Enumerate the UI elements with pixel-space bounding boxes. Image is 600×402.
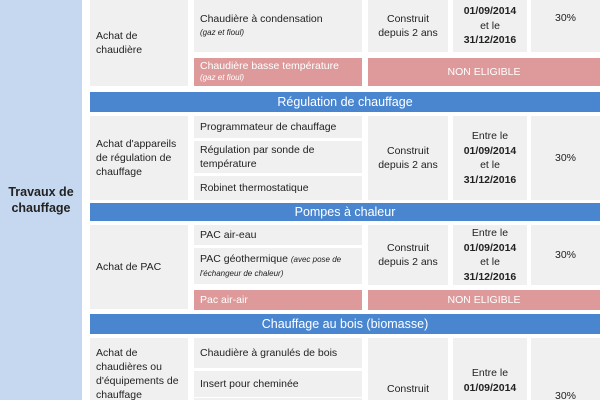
date-line-2: et le xyxy=(480,19,500,32)
condition-line-1: Construit xyxy=(386,13,429,25)
date-line-0: Entre le xyxy=(471,367,509,379)
percent-cell xyxy=(531,225,600,285)
equip-label: Robinet thermostatique xyxy=(200,182,309,194)
date-line-1: 01/09/2014 xyxy=(463,144,517,157)
equip-chaudiere-basse-temperature xyxy=(194,58,362,86)
item-label: Achat de PAC xyxy=(96,261,162,273)
date-cell xyxy=(453,0,527,52)
date-line-0: Entre le xyxy=(471,130,509,142)
date-line-3: 31/12/2016 xyxy=(463,173,517,186)
equip-chaudiere-condensation xyxy=(194,0,362,52)
item-regulation xyxy=(90,116,188,200)
section-header-text: Pompes à chaleur xyxy=(294,205,396,219)
equip-pac-geothermique xyxy=(194,248,362,284)
section-header-text: Chauffage au bois (biomasse) xyxy=(261,317,429,331)
date-line-2: et le xyxy=(480,159,500,171)
item-line-3: chauffage xyxy=(96,166,142,178)
section-header-regulation xyxy=(90,92,600,112)
equip-programmateur xyxy=(194,116,362,138)
percent-value: 30% xyxy=(554,249,576,261)
percent-cell xyxy=(531,0,600,52)
item-line-1: Achat de xyxy=(96,30,138,42)
non-eligible-text: NON ELIGIBLE xyxy=(447,294,521,306)
percent-value: 30% xyxy=(554,12,576,24)
condition-line-1: Construit xyxy=(386,383,429,395)
category-line-1: Travaux de xyxy=(8,185,74,199)
equip-label: Pac air-air xyxy=(200,294,248,306)
equip-chaudiere-granules xyxy=(194,338,362,368)
section-header-bois xyxy=(90,314,600,334)
date-line-1: 01/09/2014 xyxy=(463,241,517,254)
equip-pac-air-eau xyxy=(194,225,362,245)
condition-line-2: depuis 2 ans xyxy=(378,159,438,171)
item-line-1: Achat de xyxy=(96,347,138,359)
date-line-3: 31/12/2016 xyxy=(463,270,517,283)
percent-cell xyxy=(531,116,600,200)
item-bois xyxy=(90,338,188,400)
equip-label-line-2: température xyxy=(200,158,257,170)
equip-label: Insert pour cheminée xyxy=(200,378,299,390)
equip-robinet-thermostatique xyxy=(194,176,362,200)
item-line-2: de régulation de xyxy=(96,152,172,164)
item-pac xyxy=(90,225,188,309)
percent-value: 30% xyxy=(554,152,576,164)
condition-line-2: depuis 2 ans xyxy=(378,256,438,268)
equip-note-line-1: (avec pose de xyxy=(290,254,342,264)
non-eligible-banner xyxy=(368,290,600,310)
item-chaudiere xyxy=(90,0,188,86)
equip-label: PAC air-eau xyxy=(200,229,257,241)
date-cell xyxy=(453,338,527,400)
equip-insert-cheminee xyxy=(194,371,362,397)
date-line-2: et le xyxy=(480,256,500,268)
equip-note-line-2: l'échangeur de chaleur) xyxy=(200,268,284,278)
date-line-1: 01/09/2014 xyxy=(463,381,517,394)
equip-pac-air-air xyxy=(194,290,362,310)
date-cell xyxy=(453,225,527,285)
equip-note: (gaz et fioul) xyxy=(200,28,245,37)
non-eligible-banner xyxy=(368,58,600,86)
item-line-2: chaudière xyxy=(96,44,143,56)
item-line-4: chauffage xyxy=(96,389,142,401)
condition-cell xyxy=(368,225,448,285)
equip-label-line-1: Régulation par sonde de xyxy=(200,144,315,156)
condition-cell xyxy=(368,0,448,52)
condition-line-1: Construit xyxy=(386,242,429,254)
equip-label: Chaudière à condensation xyxy=(200,13,323,25)
section-header-pac xyxy=(90,203,600,221)
equip-regulation-sonde xyxy=(194,141,362,173)
condition-line-1: Construit xyxy=(386,145,429,157)
date-cell xyxy=(453,116,527,200)
category-line-2: chauffage xyxy=(11,201,71,215)
condition-cell xyxy=(368,338,448,400)
percent-value: 30% xyxy=(554,390,576,402)
date-line-1: 01/09/2014 xyxy=(463,5,517,18)
condition-line-2: depuis 2 ans xyxy=(378,27,438,39)
condition-cell xyxy=(368,116,448,200)
item-line-2: chaudières ou xyxy=(96,361,162,373)
equip-label: Programmateur de chauffage xyxy=(200,121,337,133)
equip-label: Chaudière basse température xyxy=(200,60,339,72)
category-label xyxy=(0,0,82,400)
date-line-0: Entre le xyxy=(471,227,509,239)
item-line-1: Achat d'appareils xyxy=(96,138,177,150)
equip-label: Chaudière à granulés de bois xyxy=(200,347,338,359)
equip-label: PAC géothermique xyxy=(200,252,288,265)
non-eligible-text: NON ELIGIBLE xyxy=(447,66,521,78)
percent-cell xyxy=(531,338,600,400)
equip-note: (gaz et fioul) xyxy=(200,73,245,82)
date-line-3: 31/12/2016 xyxy=(463,34,517,47)
item-line-3: d'équipements de xyxy=(96,375,179,387)
section-header-text: Régulation de chauffage xyxy=(277,95,413,109)
